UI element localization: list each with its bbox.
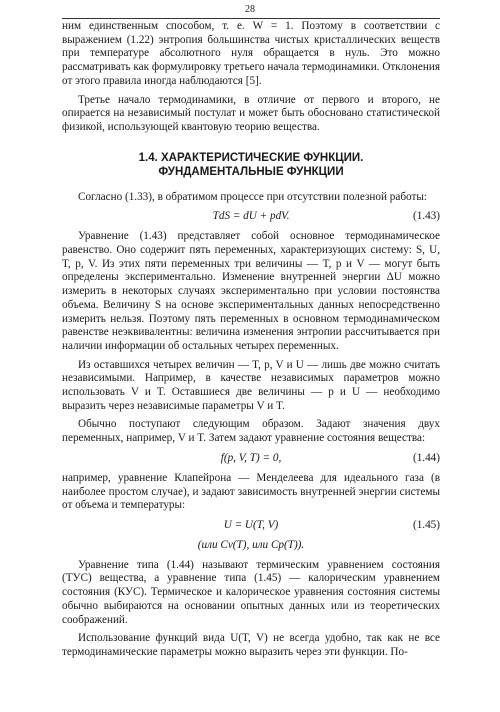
paragraph-state-equations: Уравнение типа (1.44) называют термическим уравнением состояния (ТУС) вещества, а уравнение типа (1.45) — калорическим уравнением состояния (КУС). Термическое и калорическое уравнения состояния системы обычно выбираются на основании опытных данных или из теоретических соображений. [62, 558, 440, 626]
equation-formula: f(p, V, T) = 0, [220, 451, 282, 464]
section-heading-line1: 1.4. ХАРАКТЕРИСТИЧЕСКИЕ ФУНКЦИИ. [138, 151, 364, 164]
equation-number: (1.45) [412, 518, 440, 531]
section-heading-line2: ФУНДАМЕНТАЛЬНЫЕ ФУНКЦИИ [158, 165, 344, 178]
section-heading [62, 151, 440, 179]
paragraph-independent: Из оставшихся четырех величин — T, p, V и U — лишь две можно считать независимыми. Например, в качестве независимых параметров можно использовать V и T. Оставшиеся две величины — p и U — необходимо выразить через независимые параметры V и T. [62, 358, 440, 412]
equation-number: (1.43) [412, 209, 440, 222]
paragraph-according: Согласно (1.33), в обратимом процессе при отсутствии полезной работы: [78, 190, 427, 203]
paragraph-third-law: Третье начало термодинамики, в отличие от первого и второго, не опирается на независимый постулат и может быть обосновано статистической физикой, использующей квантовую теорию вещества. [62, 93, 440, 133]
paragraph-procedure: Обычно поступают следующим образом. Задают значения двух переменных, например, V и T. Затем задают уравнение состояния вещества: [62, 418, 440, 445]
equation-formula: U = U(T, V) [223, 518, 279, 531]
equation-note: (или Cv(T), или Cp(T)). [197, 538, 305, 551]
page-content [62, 20, 440, 665]
header-rule [62, 18, 440, 19]
paragraph-continued: ним единственным способом, т. е. W = 1. Поэтому в соответствии с выражением (1.22) энтропия большинства чистых кристаллических веществ при температуре абсолютного нуля обращается в нуль. Это можно рассматривать как формулировку третьего начала термодинамики. Отклонения от этого правила иногда наблюдаются [5]. [62, 20, 440, 87]
paragraph-clapeyron: например, уравнение Клапейрона — Менделеева для идеального газа (в наиболее простом случае), и задают зависимость внутренней энергии системы от объема и температуры: [62, 471, 440, 512]
page-number: 28 [245, 4, 255, 15]
paragraph-functions: Использование функций вида U(T, V) не всегда удобно, так как не все термодинамические параметры можно выразить через эти функции. По- [62, 632, 440, 658]
equation-1-44 [62, 451, 440, 466]
paragraph-main-equality: Уравнение (1.43) представляет собой основное термодинамическое равенство. Оно содержит пять переменных, характеризующих систему: S, U, T, p, V. Из этих пяти переменных три величины — T, p и V — могут быть определены экспериментально. Изменение внутренней энергии ΔU можно измерить в некоторых случаях экспериментально при условии постоянства объема. Величину S на основе экспериментальных данных непосредственно измерить нельзя. Поэтому пять переменных в основном термодинамическом равенстве неэквивалентны: величина изменения энтропии рассчитывается при наличии информации об остальных четырех переменных. [62, 230, 440, 352]
equation-1-45 [62, 518, 440, 533]
equation-formula: TdS = dU + pdV. [212, 209, 290, 222]
equation-number: (1.44) [412, 451, 440, 464]
equation-1-43 [62, 209, 440, 224]
